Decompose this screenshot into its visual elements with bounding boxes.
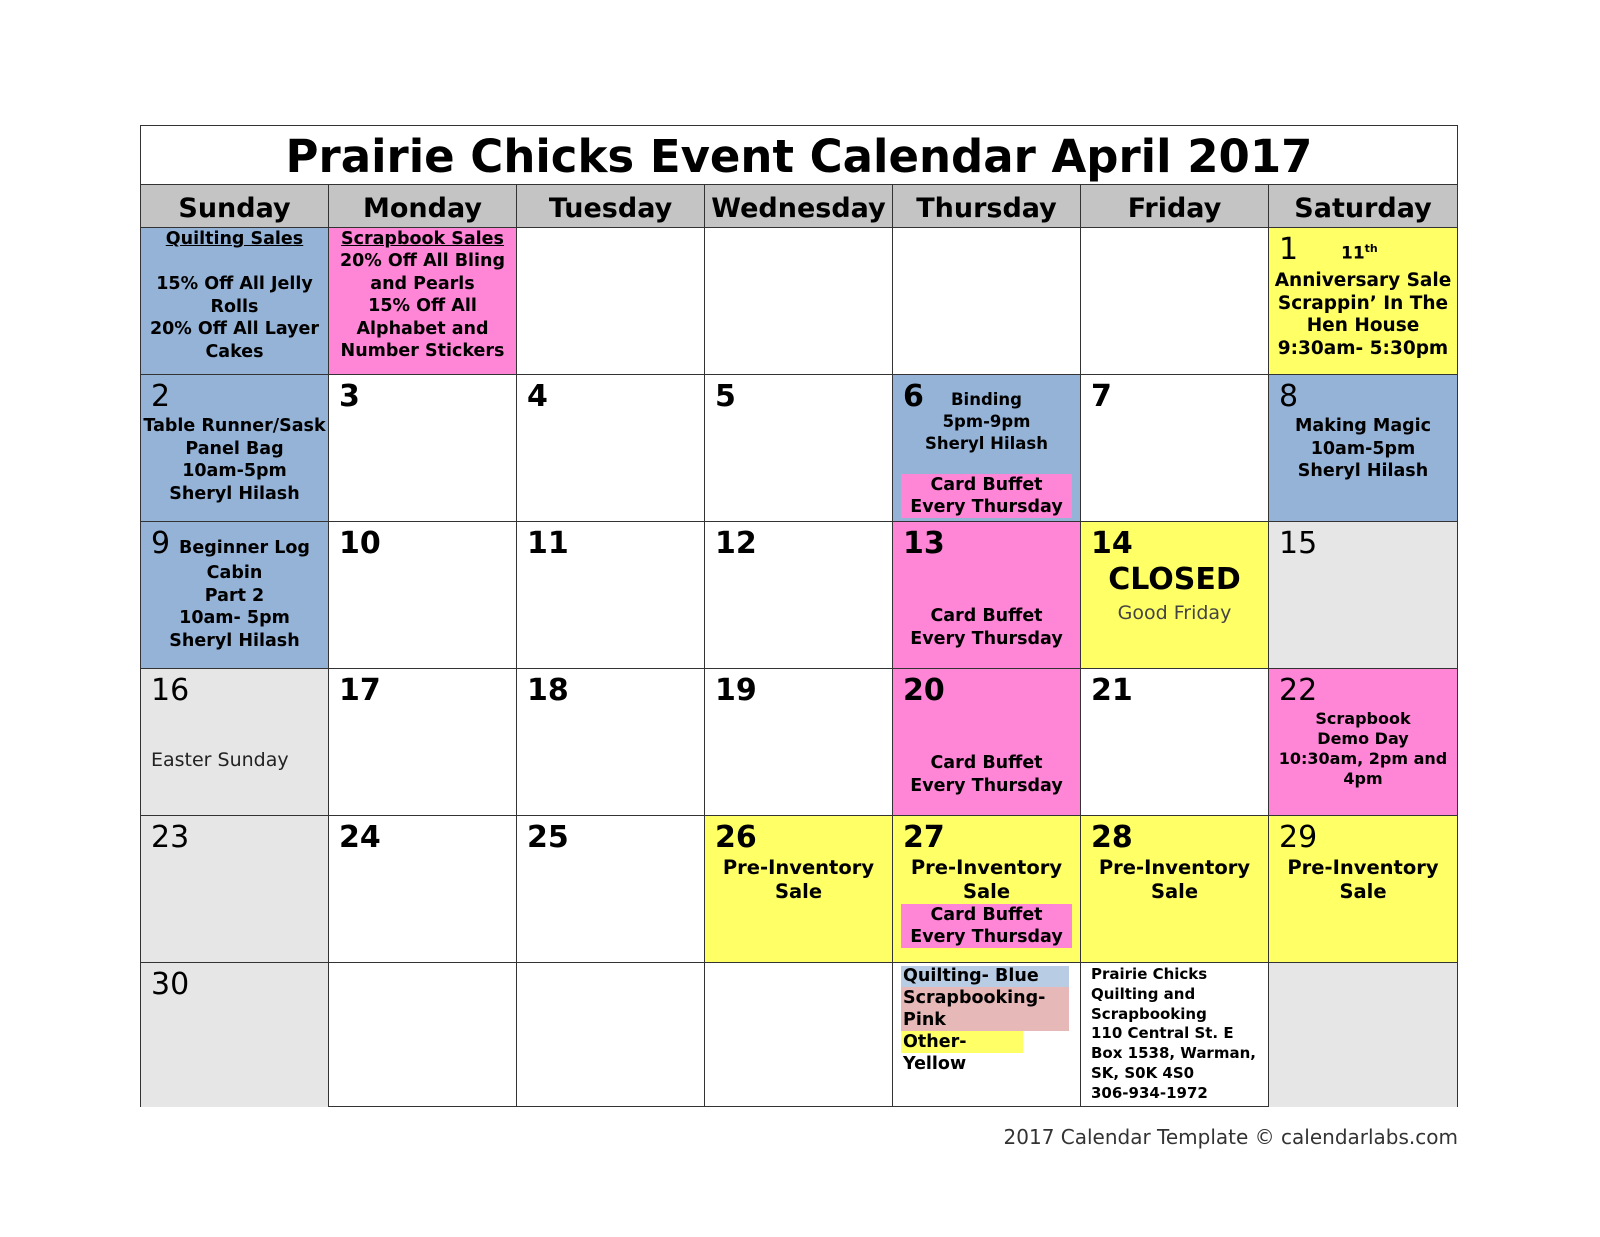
- day-number: 14: [1091, 526, 1133, 561]
- day-cell-quilting-sales: [141, 228, 329, 375]
- calendar-title: Prairie Chicks Event Calendar April 2017: [141, 126, 1457, 185]
- day-cell-21: [1081, 669, 1269, 816]
- day-number: 3: [339, 379, 360, 414]
- day-number: 4: [527, 379, 548, 414]
- day-number: 9: [151, 526, 171, 561]
- day-cell-17: [329, 669, 517, 816]
- day-number: 21: [1091, 673, 1133, 708]
- card-buffet-text: Card Buffet Every Thursday: [910, 606, 1063, 649]
- quilting-sales-text: 15% Off All Jelly Rolls 20% Off All Layer Cakes: [149, 274, 320, 362]
- day-number: 24: [339, 820, 381, 855]
- event-text: Making Magic 10am-5pm Sheryl Hilash: [1294, 416, 1432, 481]
- day-header-monday: Monday: [329, 185, 517, 228]
- day-cell-8: [1269, 375, 1457, 522]
- event-text: Cabin Part 2 10am- 5pm Sheryl Hilash: [169, 563, 300, 651]
- day-cell-12: [705, 522, 893, 669]
- day-number: 28: [1091, 820, 1133, 855]
- legend-quilting: Quilting- Blue: [901, 966, 1069, 987]
- day-number: 29: [1279, 820, 1318, 855]
- day-number: 11: [527, 526, 569, 561]
- day-cell-2: [141, 375, 329, 522]
- pre-inventory-sale-text: Pre-Inventory Sale: [1287, 856, 1439, 903]
- anniversary-ordinal: 11th: [1341, 242, 1378, 264]
- calendar: [140, 125, 1458, 1107]
- day-number: 13: [903, 526, 945, 561]
- day-cell-scrapbook-sales: [329, 228, 517, 375]
- color-legend-cell: [893, 963, 1081, 1107]
- day-number: 7: [1091, 379, 1112, 414]
- day-number: 10: [339, 526, 381, 561]
- quilting-sales-heading: Quilting Sales: [165, 229, 304, 249]
- day-cell-20: [893, 669, 1081, 816]
- day-cell-29: [1269, 816, 1457, 963]
- day-cell-26: [705, 816, 893, 963]
- day-cell-25: [517, 816, 705, 963]
- day-number: 1: [1279, 232, 1299, 267]
- day-cell-23: [141, 816, 329, 963]
- day-cell-11: [517, 522, 705, 669]
- day-number: 18: [527, 673, 569, 708]
- day-cell-24: [329, 816, 517, 963]
- day-number: 15: [1279, 526, 1318, 561]
- day-cell-empty: [705, 228, 893, 375]
- day-cell-empty: [517, 963, 705, 1107]
- card-buffet-text: Card Buffet Every Thursday: [910, 753, 1063, 796]
- day-number: 27: [903, 820, 945, 855]
- store-address: Prairie Chicks Quilting and Scrapbooking 110 Central St. E Box 1538, Warman, SK, S0K 4S0 306-934-1972: [1091, 965, 1256, 1102]
- store-address-cell: [1081, 963, 1269, 1107]
- day-cell-4: [517, 375, 705, 522]
- card-buffet-band: Card Buffet Every Thursday: [901, 474, 1072, 518]
- easter-sunday-label: Easter Sunday: [151, 749, 289, 771]
- event-text: Table Runner/Sask Panel Bag 10am-5pm Sheryl Hilash: [143, 416, 326, 504]
- pre-inventory-sale-text: Pre-Inventory Sale: [722, 856, 875, 903]
- card-buffet-band: Card Buffet Every Thursday: [901, 904, 1072, 948]
- day-number: 25: [527, 820, 569, 855]
- day-cell-15: [1269, 522, 1457, 669]
- day-header-saturday: Saturday: [1269, 185, 1457, 228]
- pre-inventory-sale-text: Pre-Inventory Sale: [1098, 856, 1251, 903]
- day-cell-10: [329, 522, 517, 669]
- day-cell-empty: [517, 228, 705, 375]
- day-header-tuesday: Tuesday: [517, 185, 705, 228]
- binding-event-text: Binding 5pm-9pm Sheryl Hilash: [925, 390, 1048, 453]
- anniversary-sale-text: Anniversary Sale Scrappin’ In The Hen House 9:30am- 5:30pm: [1274, 270, 1452, 359]
- day-cell-9: [141, 522, 329, 669]
- day-cell-empty: [705, 963, 893, 1107]
- day-cell-empty: [1269, 963, 1457, 1107]
- good-friday-label: Good Friday: [1117, 602, 1232, 624]
- day-cell-22: [1269, 669, 1457, 816]
- day-header-friday: Friday: [1081, 185, 1269, 228]
- day-cell-empty: [893, 228, 1081, 375]
- day-number: 19: [715, 673, 757, 708]
- day-cell-1: [1269, 228, 1457, 375]
- day-cell-3: [329, 375, 517, 522]
- day-cell-16: [141, 669, 329, 816]
- day-number: 6: [903, 379, 924, 414]
- day-cell-7: [1081, 375, 1269, 522]
- day-number: 30: [151, 967, 190, 1002]
- legend-other: Other- Yellow: [901, 1031, 1023, 1053]
- closed-label: CLOSED: [1108, 562, 1241, 597]
- scrapbook-demo-text: Scrapbook Demo Day 10:30am, 2pm and 4pm: [1278, 709, 1448, 788]
- scrapbook-sales-heading: Scrapbook Sales: [341, 229, 504, 249]
- day-number: 12: [715, 526, 757, 561]
- day-number: 2: [151, 379, 171, 414]
- day-cell-empty: [1081, 228, 1269, 375]
- day-cell-30: [141, 963, 329, 1107]
- day-number: 23: [151, 820, 190, 855]
- day-number: 22: [1279, 673, 1318, 708]
- day-number: 8: [1279, 379, 1299, 414]
- day-header-sunday: Sunday: [141, 185, 329, 228]
- day-cell-18: [517, 669, 705, 816]
- day-number: 17: [339, 673, 381, 708]
- day-cell-27: [893, 816, 1081, 963]
- day-number: 26: [715, 820, 757, 855]
- legend-scrapbooking: Scrapbooking- Pink: [901, 987, 1069, 1031]
- day-cell-28: [1081, 816, 1269, 963]
- day-cell-5: [705, 375, 893, 522]
- day-cell-13: [893, 522, 1081, 669]
- day-header-wednesday: Wednesday: [705, 185, 893, 228]
- event-text-first-line: Beginner Log: [179, 538, 310, 558]
- day-cell-empty: [329, 963, 517, 1107]
- footer-credit: 2017 Calendar Template © calendarlabs.com: [1003, 1125, 1458, 1149]
- day-cell-19: [705, 669, 893, 816]
- pre-inventory-sale-text: Pre-Inventory Sale: [910, 856, 1063, 903]
- scrapbook-sales-text: 20% Off All Bling and Pearls 15% Off All Alphabet and Number Stickers: [339, 251, 506, 361]
- day-number: 20: [903, 673, 945, 708]
- day-cell-6: [893, 375, 1081, 522]
- day-cell-14: [1081, 522, 1269, 669]
- day-number: 16: [151, 673, 190, 708]
- day-number: 5: [715, 379, 736, 414]
- day-header-thursday: Thursday: [893, 185, 1081, 228]
